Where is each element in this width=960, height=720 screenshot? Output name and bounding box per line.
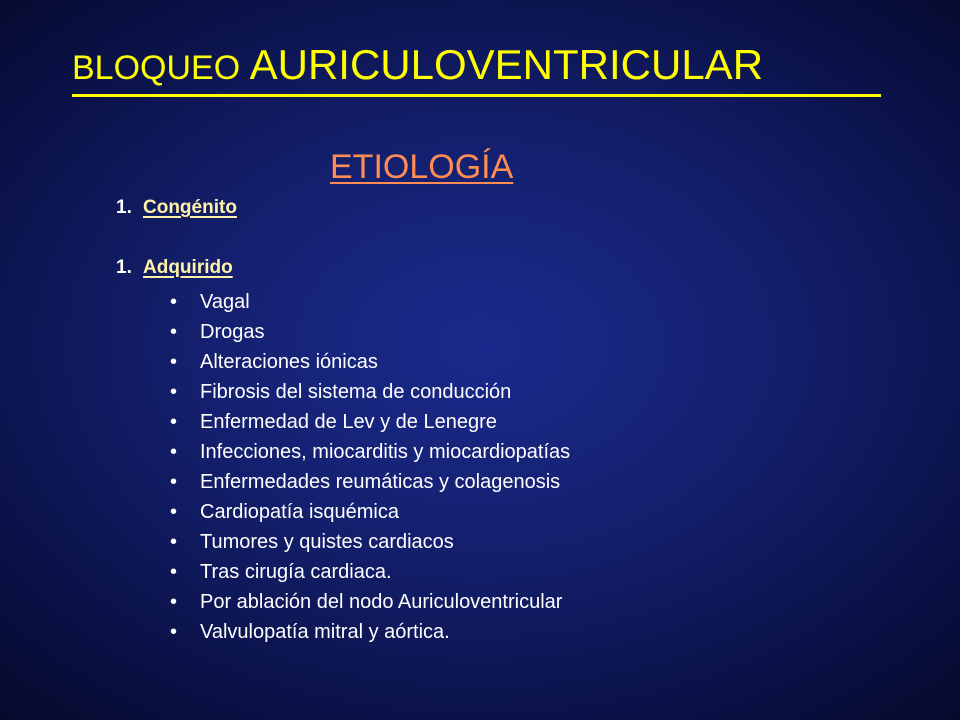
bullet-item: [170, 347, 570, 377]
bullet-icon: •: [170, 590, 178, 613]
bullet-item: [170, 497, 570, 527]
bullet-text: Valvulopatía mitral y aórtica.: [200, 620, 450, 643]
bullet-text: Tumores y quistes cardiacos: [200, 530, 454, 553]
bullet-item: [170, 317, 570, 347]
bullet-icon: •: [170, 560, 178, 583]
bullet-icon: •: [170, 380, 178, 403]
bullet-icon: •: [170, 320, 178, 343]
bullet-item: [170, 587, 570, 617]
bullet-text: Tras cirugía cardiaca.: [200, 560, 392, 583]
numbered-item-adquirido: [116, 258, 233, 277]
bullet-item: [170, 377, 570, 407]
bullet-icon: •: [170, 350, 178, 373]
bullet-text: Alteraciones iónicas: [200, 350, 378, 373]
numbered-item-congenito: [116, 198, 237, 217]
bullet-text: Enfermedades reumáticas y colagenosis: [200, 470, 561, 493]
bullet-icon: •: [170, 530, 178, 553]
bullet-icon: •: [170, 290, 178, 313]
item-label: Congénito: [143, 197, 237, 218]
bullet-list: [170, 287, 570, 647]
slide-subtitle: ETIOLOGÍA: [330, 148, 514, 186]
slide-title: [72, 41, 764, 88]
bullet-text: Por ablación del nodo Auriculoventricular: [200, 590, 563, 613]
bullet-icon: •: [170, 410, 178, 433]
title-part-2: AURICULOVENTRICULAR: [249, 41, 764, 88]
bullet-item: [170, 557, 570, 587]
bullet-text: Enfermedad de Lev y de Lenegre: [200, 410, 497, 433]
bullet-item: [170, 407, 570, 437]
title-underline: [72, 94, 881, 97]
bullet-text: Vagal: [200, 290, 250, 313]
item-number: 1.: [116, 257, 132, 278]
bullet-item: [170, 617, 570, 647]
bullet-item: [170, 287, 570, 317]
bullet-text: Cardiopatía isquémica: [200, 500, 399, 523]
item-label: Adquirido: [143, 257, 233, 278]
bullet-text: Infecciones, miocarditis y miocardiopatías: [200, 440, 571, 463]
title-part-1: BLOQUEO: [72, 49, 250, 87]
bullet-item: [170, 467, 570, 497]
bullet-icon: •: [170, 470, 178, 493]
bullet-text: Drogas: [200, 320, 265, 343]
bullet-item: [170, 527, 570, 557]
bullet-icon: •: [170, 620, 178, 643]
bullet-icon: •: [170, 500, 178, 523]
bullet-item: [170, 437, 570, 467]
bullet-icon: •: [170, 440, 178, 463]
bullet-text: Fibrosis del sistema de conducción: [200, 380, 512, 403]
item-number: 1.: [116, 197, 132, 218]
